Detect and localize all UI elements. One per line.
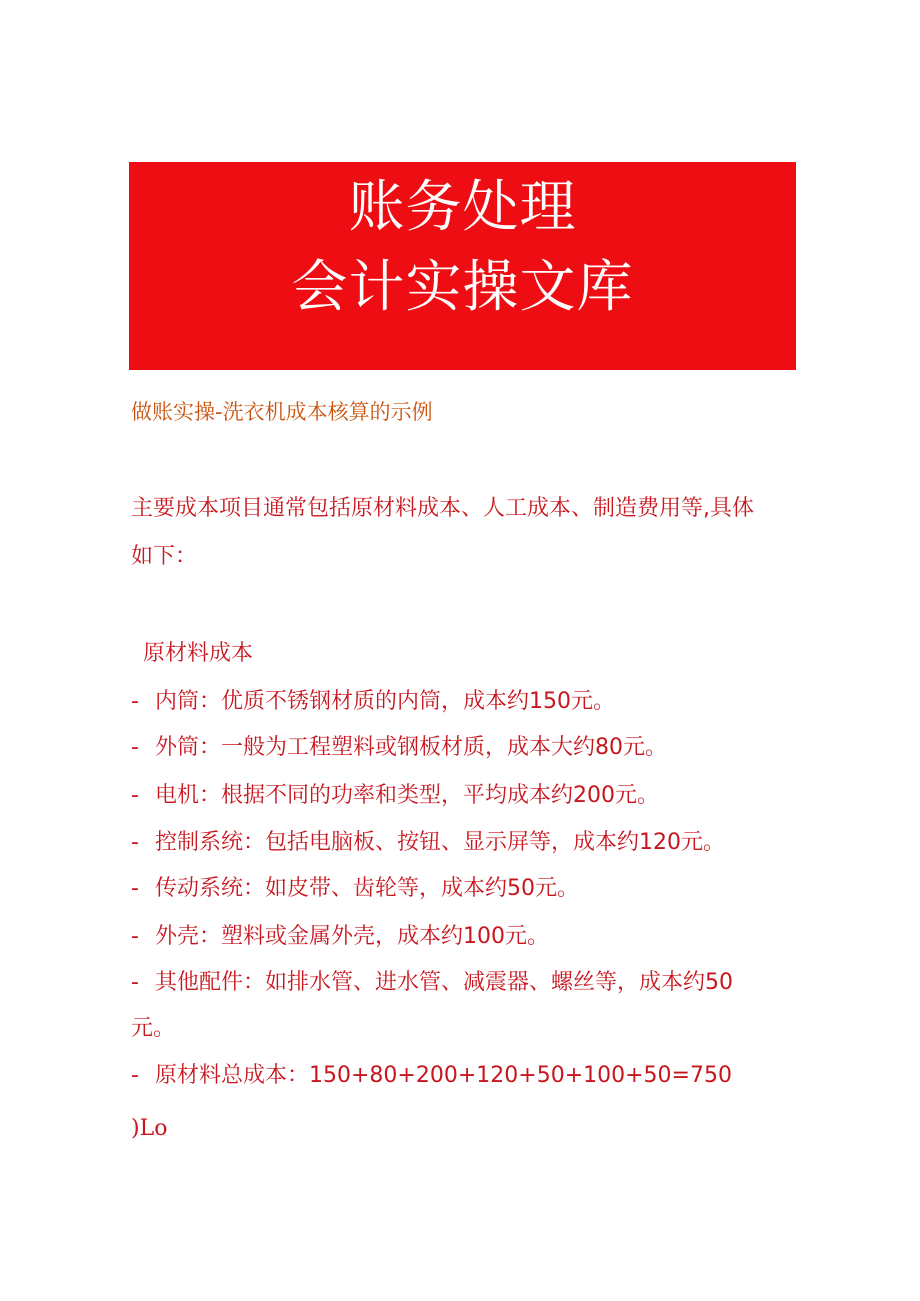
banner-title-line1: 账务处理	[348, 175, 577, 240]
list-item-text: 电机：根据不同的功率和类型，平均成本约200元。	[155, 783, 659, 808]
list-dash: -	[131, 735, 139, 760]
list-item	[131, 686, 615, 718]
list-dash: -	[131, 689, 139, 714]
list-dash: -	[131, 830, 139, 855]
intro-paragraph-line2: 如下：	[131, 544, 198, 569]
title-banner	[129, 162, 796, 370]
list-dash: -	[131, 876, 139, 901]
list-item-text: 控制系统：包括电脑板、按钮、显示屏等，成本约120元。	[155, 830, 725, 855]
list-item-text: 内筒：优质不锈钢材质的内筒，成本约150元。	[155, 689, 615, 714]
trailing-text: )Lo	[131, 1116, 168, 1141]
list-item	[131, 921, 549, 953]
list-item	[131, 827, 725, 859]
list-item	[131, 732, 667, 764]
list-item-text: 传动系统：如皮带、齿轮等，成本约50元。	[155, 876, 579, 901]
list-item-text: 原材料总成本：150+80+200+120+50+100+50=750	[155, 1063, 732, 1088]
list-item	[131, 873, 579, 905]
list-item	[131, 967, 733, 999]
document-subtitle: 做账实操-洗衣机成本核算的示例	[131, 400, 433, 424]
list-item	[131, 780, 659, 812]
list-item-text: 其他配件：如排水管、进水管、减震器、螺丝等，成本约50	[155, 970, 733, 995]
list-dash: -	[131, 924, 139, 949]
list-item	[131, 1060, 732, 1092]
section-heading: 原材料成本	[143, 641, 254, 666]
banner-title-line2: 会计实操文库	[291, 255, 634, 320]
list-dash: -	[131, 970, 139, 995]
list-item-text: 外筒：一般为工程塑料或钢板材质，成本大约80元。	[155, 735, 667, 760]
list-item-text: 外壳：塑料或金属外壳，成本约100元。	[155, 924, 549, 949]
list-dash: -	[131, 783, 139, 808]
list-item-continuation: 元。	[131, 1016, 176, 1041]
intro-paragraph-line1: 主要成本项目通常包括原材料成本、人工成本、制造费用等,具体	[131, 496, 754, 521]
list-dash: -	[131, 1063, 139, 1088]
